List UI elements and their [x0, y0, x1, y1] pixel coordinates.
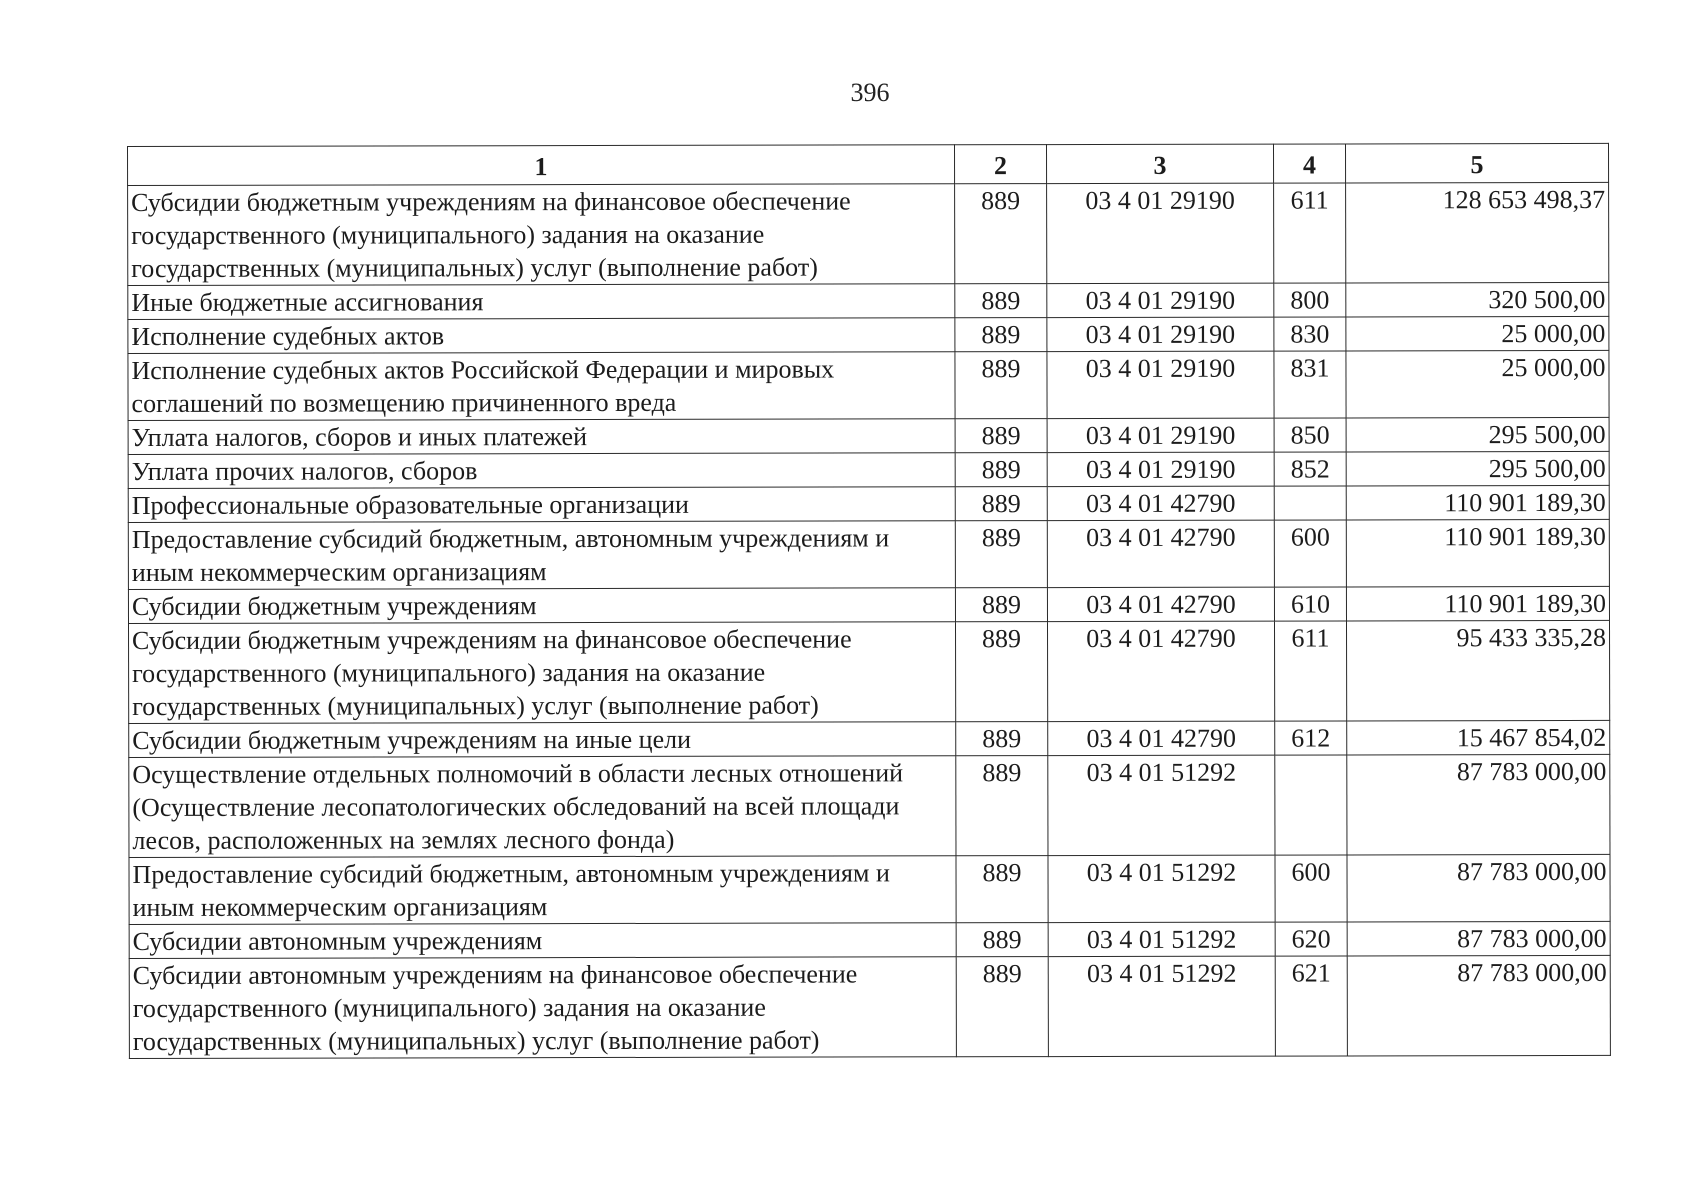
row-name-cell: Субсидии бюджетным учреждениям на финансовое обеспечение государственного (муниципального) задания на оказание государственных (муниципальных) услуг (выполнение работ)	[128, 184, 955, 286]
row-type-cell	[1274, 486, 1346, 520]
row-article-cell: 03 4 01 42790	[1048, 721, 1275, 755]
row-name-cell: Субсидии бюджетным учреждениям	[128, 588, 955, 624]
row-name-cell: Субсидии автономным учреждениям на финансовое обеспечение государственного (муниципального) задания на оказание государственных (муниципальных) услуг (выполнение работ)	[129, 957, 956, 1059]
row-type-cell: 600	[1274, 520, 1346, 587]
row-article-cell: 03 4 01 29190	[1047, 452, 1274, 486]
row-type-cell: 611	[1274, 183, 1346, 283]
row-name-cell: Исполнение судебных актов Российской Федерации и мировых соглашений по возмещению причиненного вреда	[128, 352, 955, 421]
row-article-cell: 03 4 01 51292	[1048, 922, 1275, 956]
row-type-cell: 612	[1275, 721, 1347, 755]
row-amount-cell: 295 500,00	[1346, 451, 1609, 486]
row-name-cell: Исполнение судебных актов	[128, 318, 955, 354]
row-code-cell: 889	[955, 521, 1047, 588]
row-name-cell: Субсидии бюджетным учреждениям на финансовое обеспечение государственного (муниципального) задания на оказание государственных (муниципальных) услуг (выполнение работ)	[129, 622, 956, 724]
column-header-3: 3	[1046, 144, 1273, 183]
row-code-cell: 889	[956, 722, 1048, 756]
row-code-cell: 889	[955, 453, 1047, 487]
row-article-cell: 03 4 01 42790	[1047, 621, 1274, 721]
row-amount-cell: 95 433 335,28	[1346, 620, 1609, 721]
row-code-cell: 889	[955, 184, 1047, 284]
row-article-cell: 03 4 01 51292	[1048, 956, 1275, 1056]
row-amount-cell: 320 500,00	[1346, 282, 1609, 317]
row-name-cell: Профессиональные образовательные организации	[128, 487, 955, 523]
row-article-cell: 03 4 01 51292	[1048, 855, 1275, 922]
row-amount-cell: 110 901 189,30	[1346, 586, 1609, 621]
row-code-cell: 889	[956, 923, 1048, 957]
row-type-cell	[1275, 755, 1347, 855]
row-type-cell: 621	[1275, 956, 1347, 1056]
row-amount-cell: 295 500,00	[1346, 417, 1609, 452]
row-article-cell: 03 4 01 29190	[1047, 418, 1274, 452]
table-row	[129, 854, 1610, 924]
row-amount-cell: 25 000,00	[1346, 316, 1609, 351]
row-code-cell: 889	[955, 487, 1047, 521]
row-type-cell: 611	[1274, 621, 1346, 721]
row-name-cell: Субсидии бюджетным учреждениям на иные цели	[129, 722, 956, 758]
row-article-cell: 03 4 01 29190	[1047, 183, 1274, 283]
table-row	[129, 955, 1610, 1058]
row-type-cell: 850	[1274, 418, 1346, 452]
table-row	[129, 754, 1610, 857]
row-article-cell: 03 4 01 42790	[1047, 587, 1274, 621]
row-code-cell: 889	[955, 284, 1047, 318]
row-type-cell: 600	[1275, 855, 1347, 922]
row-name-cell: Осуществление отдельных полномочий в области лесных отношений (Осуществление лесопатологических обследований на всей площади лесов, расположенных на землях лесного фонда)	[129, 756, 956, 858]
table-row	[128, 316, 1609, 353]
table-row	[128, 586, 1609, 623]
table-row	[128, 182, 1609, 285]
row-type-cell: 620	[1275, 922, 1347, 956]
row-name-cell: Иные бюджетные ассигнования	[128, 284, 955, 320]
row-code-cell: 889	[956, 957, 1048, 1057]
row-amount-cell: 25 000,00	[1346, 350, 1609, 418]
page-number: 396	[850, 78, 890, 107]
budget-table	[127, 143, 1611, 1059]
row-name-cell: Уплата налогов, сборов и иных платежей	[128, 419, 955, 455]
column-header-5: 5	[1345, 143, 1608, 183]
row-code-cell: 889	[955, 318, 1047, 352]
table-row	[129, 921, 1610, 958]
table-row	[128, 451, 1609, 488]
row-code-cell: 889	[955, 622, 1047, 722]
row-type-cell: 800	[1274, 283, 1346, 317]
row-type-cell: 831	[1274, 351, 1346, 418]
table-row	[128, 350, 1609, 420]
row-article-cell: 03 4 01 29190	[1047, 283, 1274, 317]
row-code-cell: 889	[956, 856, 1048, 923]
row-amount-cell: 128 653 498,37	[1346, 182, 1609, 283]
row-article-cell: 03 4 01 42790	[1047, 520, 1274, 587]
table-row	[128, 485, 1609, 522]
row-name-cell: Уплата прочих налогов, сборов	[128, 453, 955, 489]
row-type-cell: 830	[1274, 317, 1346, 351]
header-row	[128, 143, 1609, 185]
row-code-cell: 889	[955, 588, 1047, 622]
row-amount-cell: 110 901 189,30	[1346, 519, 1609, 587]
row-article-cell: 03 4 01 29190	[1047, 317, 1274, 351]
row-type-cell: 610	[1274, 587, 1346, 621]
budget-table-container	[127, 143, 1610, 1059]
row-amount-cell: 87 783 000,00	[1347, 921, 1610, 956]
row-article-cell: 03 4 01 42790	[1047, 486, 1274, 520]
row-article-cell: 03 4 01 29190	[1047, 351, 1274, 418]
row-name-cell: Предоставление субсидий бюджетным, автономным учреждениям и иным некоммерческим организациям	[128, 521, 955, 590]
row-code-cell: 889	[955, 419, 1047, 453]
row-name-cell: Предоставление субсидий бюджетным, автономным учреждениям и иным некоммерческим организациям	[129, 856, 956, 925]
column-header-1: 1	[128, 145, 955, 186]
row-amount-cell: 87 783 000,00	[1347, 854, 1610, 922]
row-amount-cell: 87 783 000,00	[1347, 955, 1610, 1056]
column-header-2: 2	[954, 145, 1046, 184]
row-article-cell: 03 4 01 51292	[1048, 755, 1275, 855]
row-amount-cell: 15 467 854,02	[1347, 720, 1610, 755]
row-code-cell: 889	[956, 756, 1048, 856]
table-row	[128, 417, 1609, 454]
row-type-cell: 852	[1274, 452, 1346, 486]
table-row	[129, 620, 1610, 723]
row-amount-cell: 110 901 189,30	[1346, 485, 1609, 520]
table-row	[128, 519, 1609, 589]
table-body	[128, 182, 1611, 1058]
row-amount-cell: 87 783 000,00	[1347, 754, 1610, 855]
table-row	[129, 720, 1610, 757]
row-name-cell: Субсидии автономным учреждениям	[129, 923, 956, 959]
row-code-cell: 889	[955, 352, 1047, 419]
table-row	[128, 282, 1609, 319]
column-header-4: 4	[1273, 144, 1345, 183]
